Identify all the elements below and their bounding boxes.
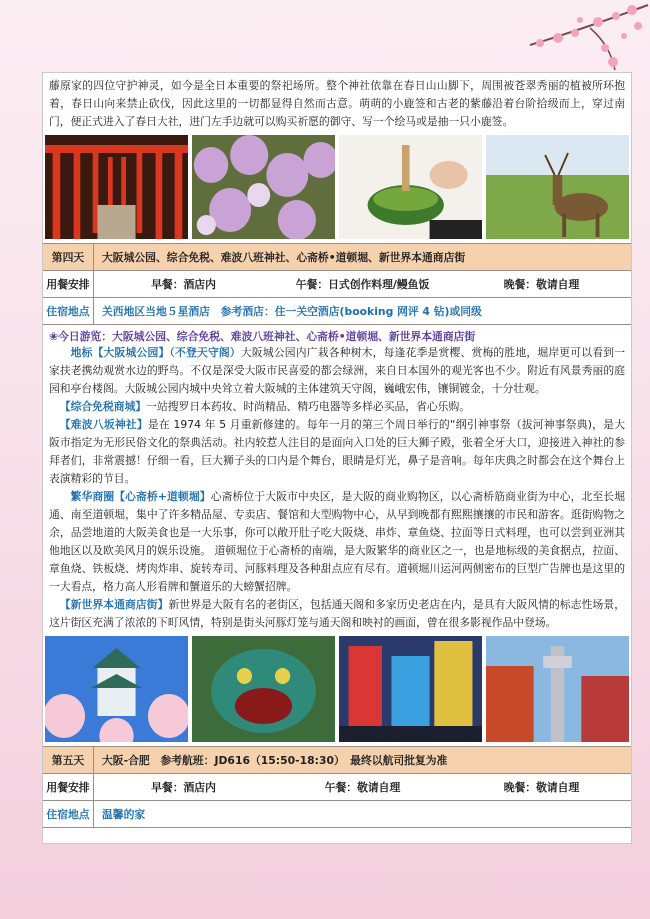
nara-deer-photo — [486, 135, 629, 239]
day4-tour-heading: ❀今日游览：大阪城公园、综合免税、难波八班神社、心斋桥•道顿堀、新世界本通商店街 — [49, 330, 476, 343]
shinsaibashi-paragraph: 繁华商圈【心斋桥+道顿堀】心斋桥位于大阪市中央区，是大阪的商业购物区，以心斋桥筋商业街为中心，北至长堀通、南至道顿堀，集中了许多精品屋、专卖店、餐馆和大型购物中心，从早到晚都有熙熙攘攘的市民和游客。逛街购物之余，品尝地道的大阪美食也是一大乐事，你可以敞开肚子吃大阪烧、串炸、章鱼烧、拉面等日式料理，也可以尝到亚洲其他地区以及欧美风月的娱乐设施。 道顿堀位于心斋桥的南端，是大阪繁华的商业区之一，也是地标级的美食据点，拉面、章鱼烧、铁板烧、烤肉炸串、旋转寿司、河豚料理及各种甜点应有尽有。道顿堀川运河两侧密布的巨型广告牌也是这里的一大看点，格力高人形看牌和蟹道乐的大螃蟹招牌。 — [49, 490, 626, 593]
day4-route: 大阪城公园、综合免税、难波八班神社、心斋桥•道顿堀、新世界本通商店街 — [102, 250, 466, 264]
intro-paragraph: 藤原家的四位守护神灵，如今是全日本重要的祭祀场所。整个神社依靠在春日山山脚下，周围被苍翠秀丽的植被所环抱着，春日山向来禁止砍伐，因此这里的一切都显得自然而古意。萌萌的小鹿签和古老的紫藤沿着台阶拾级而上，穿过南门，便正式进入了春日大社，进门左手边就可以购买祈愿的御守、写一个绘马或是抽一只小鹿签。 — [49, 79, 625, 128]
day4-meal-label: 用餐安排 — [43, 271, 94, 297]
day5-label: 第五天 — [43, 747, 94, 773]
itinerary-sheet — [42, 72, 632, 844]
matcha-whisking-photo — [339, 135, 482, 239]
day5-stay: 温馨的家 — [102, 807, 146, 821]
day4-dinner: 晚餐：敬请自理 — [503, 277, 580, 291]
shinsekai-paragraph: 【新世界本通商店街】新世界是大阪有名的老街区，包括通天阁和多家历史老店在内，是具有大阪风情的标志性场景，这片街区充满了浓浓的下町风情，特别是街头河豚灯笼与通天阁和映衬的画面，曾在很多影视作品中登场。 — [49, 598, 626, 629]
photo-strip-bottom — [43, 636, 631, 742]
day4-stay-label: 住宿地点 — [43, 298, 94, 324]
day5-meal-label: 用餐安排 — [43, 774, 94, 800]
duty-free-paragraph: 【综合免税商城】一站搜罗日本药妆、时尚精品、精巧电器等多样必买品，省心乐购。 — [59, 400, 471, 413]
torii-gate-tunnel-photo — [45, 135, 188, 239]
day5-meal-row — [43, 773, 631, 800]
day4-breakfast: 早餐：酒店内 — [151, 277, 216, 291]
day5-stay-row — [43, 800, 631, 828]
dotonbori-glico-sign-photo — [339, 636, 482, 742]
day4-stay-row — [43, 297, 631, 324]
namba-yasaka-lion-shrine-photo — [192, 636, 335, 742]
day4-lunch: 午餐：日式创作料理/鳗鱼饭 — [295, 277, 430, 291]
day4-stay: 关西地区当地５星酒店 参考酒店：住一关空酒店(booking 网评 4 钻)或同级 — [102, 304, 482, 318]
day5-stay-label: 住宿地点 — [43, 801, 94, 827]
day4-header-row — [43, 243, 631, 270]
osaka-castle-photo — [45, 636, 188, 742]
day5-lunch: 午餐：敬请自理 — [324, 780, 401, 794]
day4-meal-row — [43, 270, 631, 297]
day5-breakfast: 早餐：酒店内 — [151, 780, 216, 794]
shinsekai-tsutenkaku-photo — [486, 636, 629, 742]
sakura-branch-decoration — [520, 0, 650, 80]
day5-header-row — [43, 746, 631, 773]
day5-route: 大阪-合肥 参考航班：JD616（15:50-18:30） 最终以航司批复为准 — [102, 753, 448, 767]
day4-label: 第四天 — [43, 244, 94, 270]
day5-dinner: 晚餐：敬请自理 — [503, 780, 580, 794]
cherry-blossom-hillside-photo — [192, 135, 335, 239]
osaka-castle-paragraph: 地标【大阪城公园】（不登天守阁）大阪城公园内广栽各种树木，每逢花季是赏樱、赏梅的胜地，堀岸更可以看到一家扶老携幼观赏水边的野鸟。不仅是深受大阪市民喜爱的都会绿洲，来自日本国外的观光客也不少。附近有风景秀丽的庭园和亭台楼阁。大阪城公园内城中央耸立着大阪城的主体建筑天守阁，巍峨宏伟，镶铜镀金，十分壮观。 — [49, 346, 626, 395]
fleur-icon: ❀ — [49, 330, 59, 343]
photo-strip-top — [43, 135, 631, 239]
namba-yasaka-paragraph: 【难波八坂神社】是在 1974 年 5 月重新修建的。每年一月的第三个周日举行的“纲引神事祭（拔河神事祭典)，是大阪市指定为无形民俗文化的祭典活动。社内较惹人注目的是面向入口处的巨大狮子殿，张着全牙大口，迎接进入神社的参拜者们，非常震撼！仔细一看，巨大狮子头的口内是个舞台，眼睛是灯光，鼻子是音响。每年庆典之时都会在这个舞台上表演精彩的节目。 — [49, 418, 625, 485]
